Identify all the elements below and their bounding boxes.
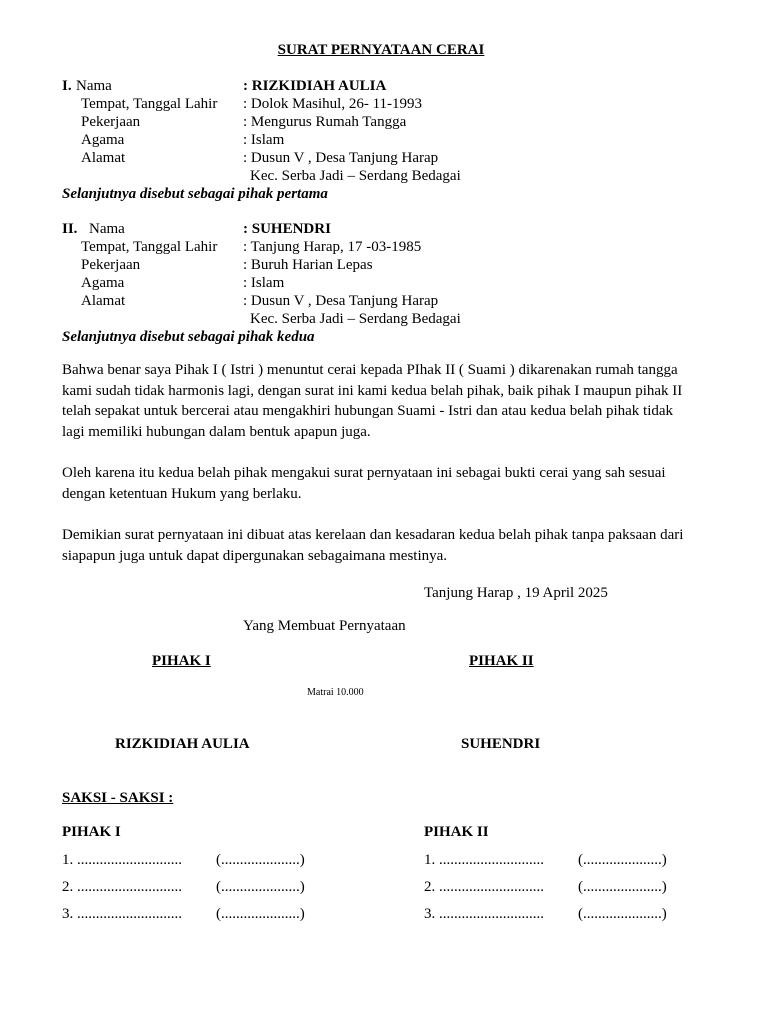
document-title: SURAT PERNYATAAN CERAI <box>277 42 485 58</box>
party2-note: Selanjutnya disebut sebagai pihak kedua <box>62 329 315 345</box>
party1-label-religion: Agama <box>81 132 125 148</box>
party2-name: : SUHENDRI <box>243 221 331 237</box>
witness-party2-line-2: 2. ............................ <box>424 879 544 895</box>
party1-label-address: Alamat <box>81 150 126 166</box>
party1-label-job: Pekerjaan <box>81 114 141 130</box>
witness-party2-bracket-2: (.....................) <box>578 879 667 895</box>
signature-name-party2: SUHENDRI <box>461 736 541 752</box>
party1-note: Selanjutnya disebut sebagai pihak pertama <box>62 186 328 202</box>
party2-label-birth: Tempat, Tanggal Lahir <box>81 239 218 255</box>
party2-label-name: Nama <box>89 221 125 237</box>
party1-number: I. <box>62 78 72 94</box>
witness-party2-bracket-3: (.....................) <box>578 906 667 922</box>
signature-heading-party2: PIHAK II <box>469 653 534 669</box>
party1-address-line2: Kec. Serba Jadi – Serdang Bedagai <box>250 168 461 184</box>
party1-address-line1: : Dusun V , Desa Tanjung Harap <box>243 150 439 166</box>
paragraph-statement: Bahwa benar saya Pihak I ( Istri ) menuntut cerai kepada PIhak II ( Suami ) dikarenakan rumah tangga kami sudah tidak harmonis lagi, dengan surat ini kami kedua belah pihak, baik pihak I maupun pihak II telah sepakat untuk bercerai atau mengakhiri hubungan Suami - Istri dan atau kedua belah pihak tidak lagi memiliki hubungan dalam bentuk apapun juga. <box>62 362 683 440</box>
party1-birth: : Dolok Masihul, 26- 11-1993 <box>243 96 423 112</box>
witness-party2-bracket-1: (.....................) <box>578 852 667 868</box>
party1-name: : RIZKIDIAH AULIA <box>243 78 387 94</box>
witness-heading: SAKSI - SAKSI : <box>62 790 174 806</box>
party1-job: : Mengurus Rumah Tangga <box>243 114 407 130</box>
paragraph-acknowledgement: Oleh karena itu kedua belah pihak mengakui surat pernyataan ini sebagai bukti cerai yang sah sesuai dengan ketentuan Hukum yang berlaku. <box>62 465 666 502</box>
witness-party1-heading: PIHAK I <box>62 824 121 840</box>
witness-party1-bracket-3: (.....................) <box>216 906 305 922</box>
witness-party2-line-1: 1. ............................ <box>424 852 544 868</box>
party2-religion: : Islam <box>243 275 285 291</box>
party1-label-birth: Tempat, Tanggal Lahir <box>81 96 218 112</box>
stamp-duty-label: Matrai 10.000 <box>307 687 364 698</box>
party2-label-job: Pekerjaan <box>81 257 141 273</box>
party2-address-line1: : Dusun V , Desa Tanjung Harap <box>243 293 439 309</box>
party2-job: : Buruh Harian Lepas <box>243 257 373 273</box>
signature-heading-party1: PIHAK I <box>152 653 211 669</box>
witness-party1-bracket-2: (.....................) <box>216 879 305 895</box>
witness-party2-line-3: 3. ............................ <box>424 906 544 922</box>
party1-label-name: Nama <box>76 78 112 94</box>
maker-label: Yang Membuat Pernyataan <box>243 618 406 634</box>
witness-party1-line-2: 2. ............................ <box>62 879 182 895</box>
party1-religion: : Islam <box>243 132 285 148</box>
signature-name-party1: RIZKIDIAH AULIA <box>115 736 250 752</box>
witness-party1-line-3: 3. ............................ <box>62 906 182 922</box>
witness-party1-line-1: 1. ............................ <box>62 852 182 868</box>
party2-label-religion: Agama <box>81 275 125 291</box>
party2-label-address: Alamat <box>81 293 126 309</box>
paragraph-closing: Demikian surat pernyataan ini dibuat atas kerelaan dan kesadaran kedua belah pihak tanpa paksaan dari siapapun juga untuk dapat dipergunakan sebagaimana mestinya. <box>62 527 684 564</box>
witness-party2-heading: PIHAK II <box>424 824 489 840</box>
witness-party1-bracket-1: (.....................) <box>216 852 305 868</box>
place-date: Tanjung Harap , 19 April 2025 <box>424 585 608 601</box>
party2-address-line2: Kec. Serba Jadi – Serdang Bedagai <box>250 311 461 327</box>
party2-number: II. <box>62 221 78 237</box>
party2-birth: : Tanjung Harap, 17 -03-1985 <box>243 239 422 255</box>
